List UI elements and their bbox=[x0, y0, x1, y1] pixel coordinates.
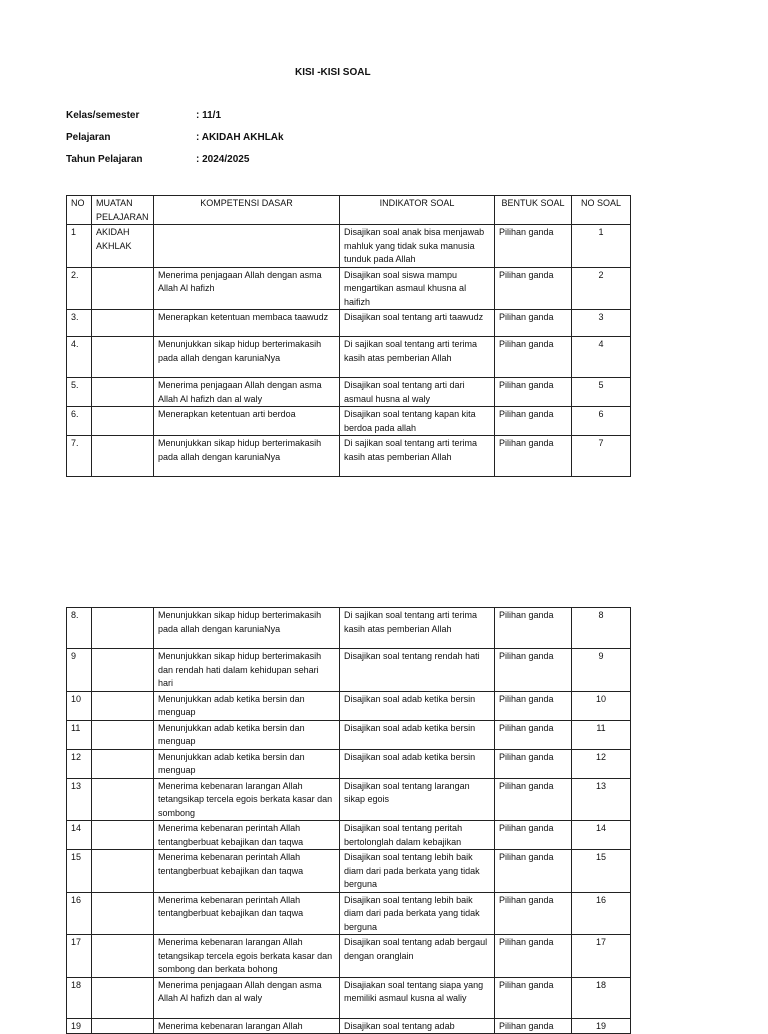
table-row bbox=[67, 720, 631, 749]
cell-no: 6. bbox=[67, 407, 92, 436]
cell-no: 16 bbox=[67, 892, 92, 935]
cell-indikator: Disajikan soal adab ketika bersin bbox=[340, 720, 495, 749]
cell-bentuk: Pilihan ganda bbox=[495, 608, 572, 649]
cell-indikator: Di sajikan soal tentang arti terima kasih atas pemberian Allah bbox=[340, 436, 495, 477]
cell-no-soal: 3 bbox=[572, 310, 631, 337]
cell-bentuk: Pilihan ganda bbox=[495, 436, 572, 477]
cell-no: 18 bbox=[67, 977, 92, 1018]
cell-bentuk: Pilihan ganda bbox=[495, 749, 572, 778]
table-row bbox=[67, 821, 631, 850]
table-row bbox=[67, 649, 631, 692]
cell-no: 10 bbox=[67, 691, 92, 720]
cell-kompetensi: Menunjukkan sikap hidup berterimakasih pada allah dengan karuniaNya bbox=[154, 436, 340, 477]
cell-bentuk: Pilihan ganda bbox=[495, 649, 572, 692]
cell-indikator: Disajikan soal tentang arti dari asmaul husna al waly bbox=[340, 378, 495, 407]
cell-kompetensi: Menerima kebenaran perintah Allah tentangberbuat kebajikan dan taqwa bbox=[154, 821, 340, 850]
header-kompetensi: KOMPETENSI DASAR bbox=[154, 196, 340, 225]
cell-muatan bbox=[92, 892, 154, 935]
cell-bentuk: Pilihan ganda bbox=[495, 850, 572, 893]
cell-no-soal: 12 bbox=[572, 749, 631, 778]
header-no-soal: NO SOAL bbox=[572, 196, 631, 225]
kisi-table-1 bbox=[66, 195, 631, 477]
cell-no-soal: 1 bbox=[572, 225, 631, 268]
cell-indikator: Di sajikan soal tentang arti terima kasih atas pemberian Allah bbox=[340, 337, 495, 378]
cell-no: 12 bbox=[67, 749, 92, 778]
cell-no: 5. bbox=[67, 378, 92, 407]
cell-bentuk: Pilihan ganda bbox=[495, 720, 572, 749]
cell-no-soal: 14 bbox=[572, 821, 631, 850]
cell-kompetensi: Menunjukkan sikap hidup berterimakasih pada allah dengan karuniaNya bbox=[154, 608, 340, 649]
cell-indikator: Disajikan soal tentang peritah bertolonglah dalam kebajikan bbox=[340, 821, 495, 850]
cell-muatan bbox=[92, 850, 154, 893]
table-row bbox=[67, 892, 631, 935]
cell-no-soal: 2 bbox=[572, 267, 631, 310]
cell-no: 17 bbox=[67, 935, 92, 978]
cell-kompetensi: Menerapkan ketentuan membaca taawudz bbox=[154, 310, 340, 337]
cell-indikator: Di sajikan soal tentang arti terima kasih atas pemberian Allah bbox=[340, 608, 495, 649]
cell-kompetensi: Menerapkan ketentuan arti berdoa bbox=[154, 407, 340, 436]
cell-indikator: Disajikan soal tentang rendah hati bbox=[340, 649, 495, 692]
table-row bbox=[67, 225, 631, 268]
cell-muatan bbox=[92, 691, 154, 720]
cell-indikator: Disajikan soal siswa mampu mengartikan asmaul khusna al haifizh bbox=[340, 267, 495, 310]
cell-bentuk: Pilihan ganda bbox=[495, 977, 572, 1018]
cell-muatan bbox=[92, 977, 154, 1018]
cell-bentuk: Pilihan ganda bbox=[495, 691, 572, 720]
cell-indikator: Disajikan soal tentang adab bergaul dengan oranglain bbox=[340, 935, 495, 978]
cell-muatan bbox=[92, 407, 154, 436]
cell-indikator: Disajikan soal tentang larangan sikap egois bbox=[340, 778, 495, 821]
cell-no: 3. bbox=[67, 310, 92, 337]
cell-no: 11 bbox=[67, 720, 92, 749]
cell-indikator: Disajikan soal anak bisa menjawab mahluk yang tidak suka manusia tunduk pada Allah bbox=[340, 225, 495, 268]
cell-no-soal: 18 bbox=[572, 977, 631, 1018]
cell-kompetensi: Menunjukkan sikap hidup berterimakasih dan rendah hati dalam kehidupan sehari hari bbox=[154, 649, 340, 692]
cell-indikator: Disajikan soal tentang adab bbox=[340, 1018, 495, 1034]
meta-value: : AKIDAH AKHLAk bbox=[196, 132, 284, 143]
cell-no: 13 bbox=[67, 778, 92, 821]
cell-no-soal: 10 bbox=[572, 691, 631, 720]
table-row bbox=[67, 608, 631, 649]
meta-label: Pelajaran bbox=[66, 132, 111, 143]
cell-bentuk: Pilihan ganda bbox=[495, 892, 572, 935]
cell-no-soal: 16 bbox=[572, 892, 631, 935]
cell-bentuk: Pilihan ganda bbox=[495, 337, 572, 378]
cell-no-soal: 4 bbox=[572, 337, 631, 378]
table-row bbox=[67, 935, 631, 978]
cell-no-soal: 15 bbox=[572, 850, 631, 893]
cell-indikator: Disajikan soal adab ketika bersin bbox=[340, 691, 495, 720]
cell-kompetensi: Menerima kebenaran perintah Allah tentangberbuat kebajikan dan taqwa bbox=[154, 892, 340, 935]
cell-no: 19 bbox=[67, 1018, 92, 1034]
cell-no: 14 bbox=[67, 821, 92, 850]
cell-no-soal: 19 bbox=[572, 1018, 631, 1034]
table-row bbox=[67, 850, 631, 893]
cell-kompetensi: Menerima kebenaran larangan Allah tetangsikap tercela egois berkata kasar dan sombong bbox=[154, 778, 340, 821]
kisi-table-2 bbox=[66, 607, 631, 1034]
cell-muatan bbox=[92, 649, 154, 692]
cell-kompetensi: Menunjukkan adab ketika bersin dan menguap bbox=[154, 720, 340, 749]
document-title: KISI -KISI SOAL bbox=[295, 67, 371, 78]
cell-muatan bbox=[92, 720, 154, 749]
meta-value: : 11/1 bbox=[196, 110, 222, 121]
cell-indikator: Disajikan soal tentang arti taawudz bbox=[340, 310, 495, 337]
table-row bbox=[67, 749, 631, 778]
cell-kompetensi: Menerima penjagaan Allah dengan asma Allah Al hafizh dan al waly bbox=[154, 977, 340, 1018]
cell-bentuk: Pilihan ganda bbox=[495, 310, 572, 337]
cell-kompetensi: Menunjukkan adab ketika bersin dan menguap bbox=[154, 691, 340, 720]
cell-no: 8. bbox=[67, 608, 92, 649]
cell-bentuk: Pilihan ganda bbox=[495, 1018, 572, 1034]
cell-muatan bbox=[92, 935, 154, 978]
cell-indikator: Disajiakan soal tentang siapa yang memiliki asmaul kusna al waliy bbox=[340, 977, 495, 1018]
cell-no: 1 bbox=[67, 225, 92, 268]
table-row bbox=[67, 691, 631, 720]
table-row bbox=[67, 1018, 631, 1034]
cell-bentuk: Pilihan ganda bbox=[495, 225, 572, 268]
cell-indikator: Disajikan soal tentang lebih baik diam dari pada berkata yang tidak berguna bbox=[340, 892, 495, 935]
meta-label: Kelas/semester bbox=[66, 110, 140, 121]
cell-no: 9 bbox=[67, 649, 92, 692]
table-row bbox=[67, 378, 631, 407]
table-row bbox=[67, 977, 631, 1018]
table-row bbox=[67, 337, 631, 378]
cell-no-soal: 7 bbox=[572, 436, 631, 477]
cell-kompetensi: Menerima kebenaran larangan Allah bbox=[154, 1018, 340, 1034]
table-row bbox=[67, 267, 631, 310]
cell-no-soal: 5 bbox=[572, 378, 631, 407]
cell-muatan bbox=[92, 267, 154, 310]
cell-bentuk: Pilihan ganda bbox=[495, 821, 572, 850]
table-header-row bbox=[67, 196, 631, 225]
header-muatan: MUATAN PELAJARAN bbox=[92, 196, 154, 225]
cell-kompetensi: Menerima kebenaran perintah Allah tentangberbuat kebajikan dan taqwa bbox=[154, 850, 340, 893]
cell-kompetensi: Menunjukkan sikap hidup berterimakasih pada allah dengan karuniaNya bbox=[154, 337, 340, 378]
cell-no: 15 bbox=[67, 850, 92, 893]
cell-muatan bbox=[92, 436, 154, 477]
cell-bentuk: Pilihan ganda bbox=[495, 267, 572, 310]
table-row bbox=[67, 407, 631, 436]
header-bentuk: BENTUK SOAL bbox=[495, 196, 572, 225]
cell-kompetensi: Menerima penjagaan Allah dengan asma Allah Al hafizh dan al waly bbox=[154, 378, 340, 407]
cell-no: 2. bbox=[67, 267, 92, 310]
cell-muatan bbox=[92, 821, 154, 850]
table-row bbox=[67, 436, 631, 477]
cell-indikator: Disajikan soal tentang kapan kita berdoa pada allah bbox=[340, 407, 495, 436]
cell-muatan bbox=[92, 778, 154, 821]
cell-muatan bbox=[92, 337, 154, 378]
header-no: NO bbox=[67, 196, 92, 225]
cell-no-soal: 8 bbox=[572, 608, 631, 649]
cell-kompetensi bbox=[154, 225, 340, 268]
cell-indikator: Disajikan soal adab ketika bersin bbox=[340, 749, 495, 778]
cell-kompetensi: Menerima penjagaan Allah dengan asma Allah Al hafizh bbox=[154, 267, 340, 310]
cell-bentuk: Pilihan ganda bbox=[495, 778, 572, 821]
cell-muatan bbox=[92, 310, 154, 337]
cell-no-soal: 6 bbox=[572, 407, 631, 436]
cell-no-soal: 17 bbox=[572, 935, 631, 978]
cell-bentuk: Pilihan ganda bbox=[495, 935, 572, 978]
table-row bbox=[67, 778, 631, 821]
cell-bentuk: Pilihan ganda bbox=[495, 407, 572, 436]
cell-no: 4. bbox=[67, 337, 92, 378]
cell-muatan bbox=[92, 1018, 154, 1034]
cell-no: 7. bbox=[67, 436, 92, 477]
cell-no-soal: 9 bbox=[572, 649, 631, 692]
cell-indikator: Disajikan soal tentang lebih baik diam dari pada berkata yang tidak berguna bbox=[340, 850, 495, 893]
header-indikator: INDIKATOR SOAL bbox=[340, 196, 495, 225]
cell-muatan bbox=[92, 378, 154, 407]
cell-kompetensi: Menerima kebenaran larangan Allah tetangsikap tercela egois berkata kasar dan sombong dan berkata bohong bbox=[154, 935, 340, 978]
cell-no-soal: 11 bbox=[572, 720, 631, 749]
meta-label: Tahun Pelajaran bbox=[66, 154, 143, 165]
cell-muatan: AKIDAH AKHLAK bbox=[92, 225, 154, 268]
meta-value: : 2024/2025 bbox=[196, 154, 250, 165]
cell-bentuk: Pilihan ganda bbox=[495, 378, 572, 407]
table-row bbox=[67, 310, 631, 337]
cell-muatan bbox=[92, 608, 154, 649]
cell-muatan bbox=[92, 749, 154, 778]
cell-kompetensi: Menunjukkan adab ketika bersin dan menguap bbox=[154, 749, 340, 778]
cell-no-soal: 13 bbox=[572, 778, 631, 821]
